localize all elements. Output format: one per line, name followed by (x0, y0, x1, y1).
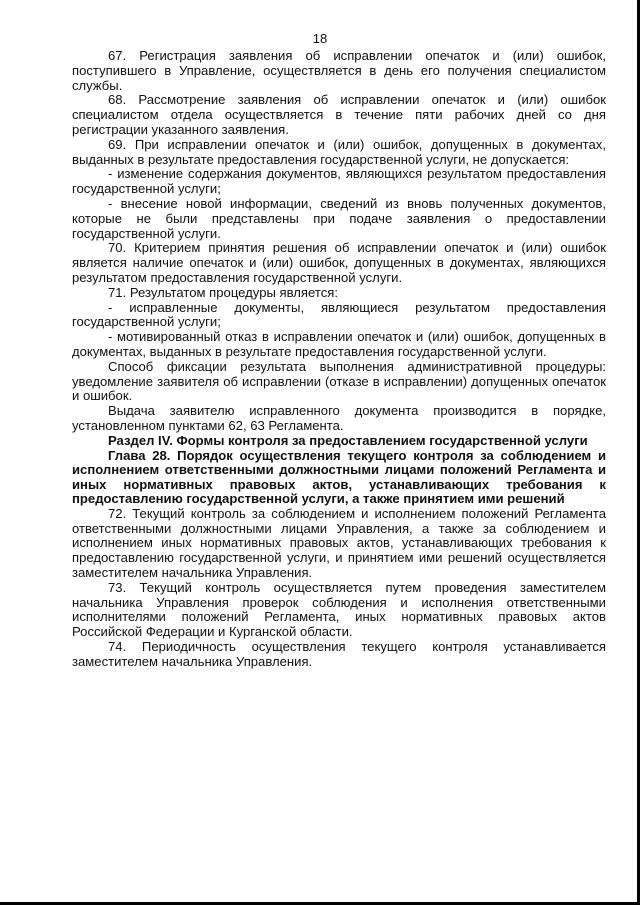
page-number: 18 (312, 31, 328, 46)
list-item-69-2: - внесение новой информации, сведений из вновь полученных документов, которые не были представлены при подаче заявления о предоставлении государственной услуги. (72, 195, 606, 241)
paragraph-72: 72. Текущий контроль за соблюдением и исполнением положений Регламента ответственными должностными лицами Управления, а также за соблюдением и исполнением иных нормативных правовых актов, устанавливающих требования к предоставлению государственной услуги, и принятием ими решений осуществляется заместителем начальника Управления. (72, 505, 606, 581)
list-item-71-2: - мотивированный отказ в исправлении опечаток и (или) ошибок, допущенных в документах, выданных в результате предоставления государственной услуги. (72, 329, 606, 359)
paragraph-70: 70. Критерием принятия решения об исправлении опечаток и (или) ошибок является наличие опечаток и (или) ошибок, допущенных в документах, являющихся результатом предоставления государственной услуги. (72, 240, 606, 285)
section-title: Раздел IV. Формы контроля за предоставлением государственной услуги (108, 432, 588, 448)
paragraph-68: 68. Рассмотрение заявления об исправлении опечаток и (или) ошибок специалистом отдела осуществляется в течение пяти рабочих дней со дня регистрации указанного заявления. (72, 92, 606, 137)
paragraph-67: 67. Регистрация заявления об исправлении опечаток и (или) ошибок, поступившего в Управление, осуществляется в день его получения специалистом службы. (72, 48, 606, 93)
paragraph-fixation-method: Способ фиксации результата выполнения административной процедуры: уведомление заявителя об исправлении (отказе в исправлении) допущенных опечаток и ошибок. (72, 358, 606, 404)
paragraph-69: 69. При исправлении опечаток и (или) ошибок, допущенных в документах, выданных в результате предоставления государственной услуги, не допускается: (72, 136, 606, 167)
document-body (72, 49, 606, 670)
paragraph-73: 73. Текущий контроль осуществляется путем проведения заместителем начальника Управления проверок соблюдения и исполнения ответственными исполнителями положений Регламента, иных нормативных правовых актов Российской Федерации и Курганской области. (72, 579, 606, 640)
paragraph-issuance: Выдача заявителю исправленного документа производится в порядке, установленном пунктами 62, 63 Регламента. (72, 403, 606, 433)
chapter-title: Глава 28. Порядок осуществления текущего контроля за соблюдением и исполнением ответственными должностными лицами положений Регламента и иных нормативных правовых актов, устанавливающих требования к предоставлению государственной услуги, а также принятием ими решений (72, 447, 606, 507)
paragraph-71: 71. Результатом процедуры является: (108, 284, 338, 300)
paragraph-74: 74. Периодичность осуществления текущего контроля устанавливается заместителем начальника Управления. (72, 639, 606, 669)
list-item-69-1: - изменение содержания документов, являющихся результатом предоставления государственной услуги; (72, 166, 606, 197)
list-item-71-1: - исправленные документы, являющиеся результатом предоставления государственной услуги; (72, 299, 606, 330)
